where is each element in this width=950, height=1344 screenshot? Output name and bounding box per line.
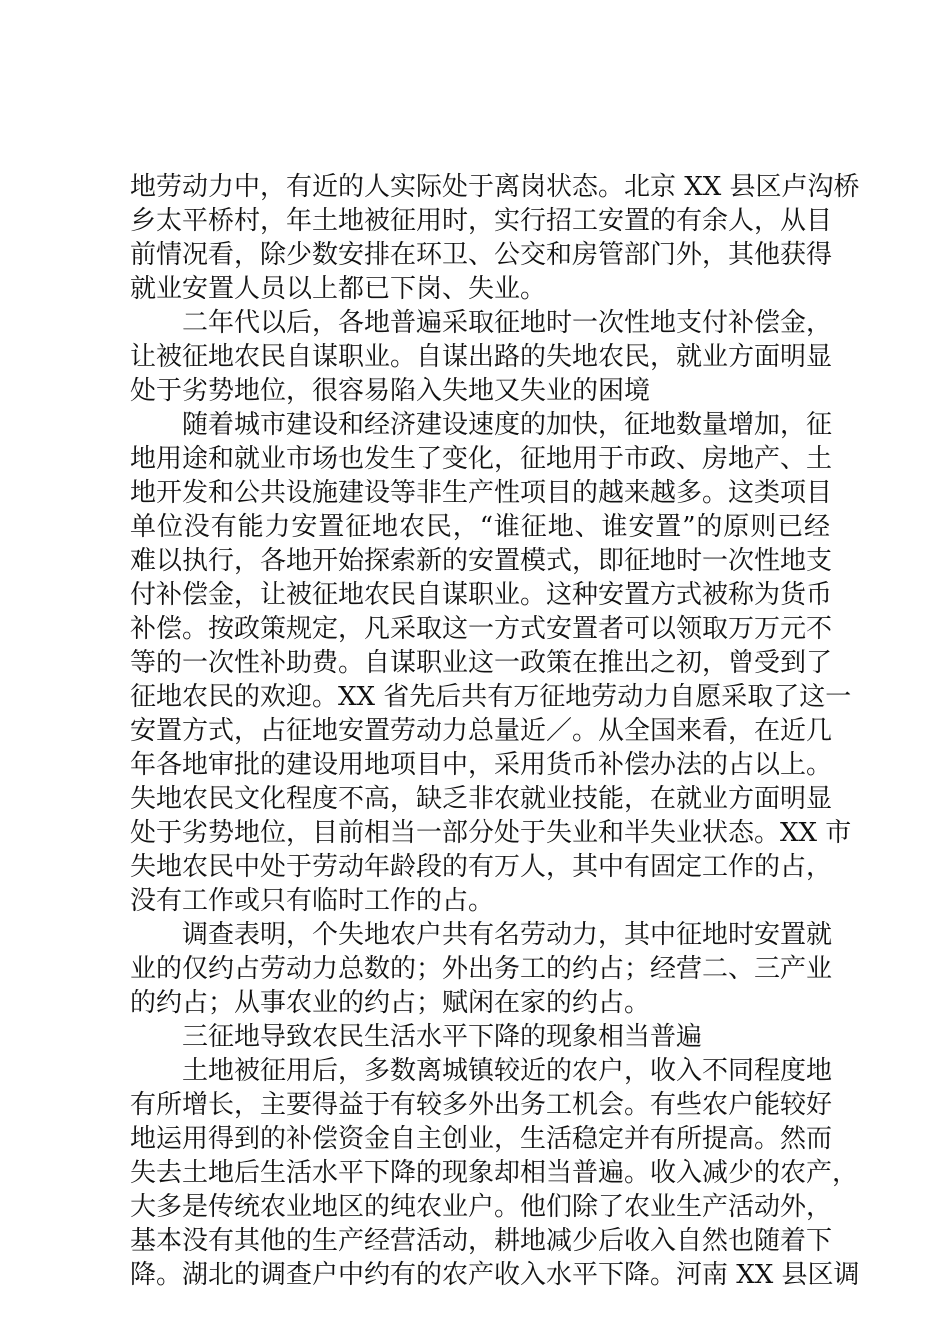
text-line: 失去土地后生活水平下降的现象却相当普遍。收入减少的农产， (130, 1158, 859, 1188)
text-line: 地开发和公共设施建设等非生产性项目的越来越多。这类项目 (130, 478, 833, 508)
text-line: 大多是传统农业地区的纯农业户。他们除了农业生产活动外， (130, 1192, 833, 1222)
text-line: 降。湖北的调查户中约有的农产收入水平下降。河南 XX 县区调 (130, 1260, 860, 1290)
text-line: 征地农民的欢迎。XX 省先后共有万征地劳动力自愿采取了这一 (130, 682, 852, 712)
text-line: 基本没有其他的生产经营活动，耕地减少后收入自然也随着下 (130, 1226, 833, 1256)
text-line: 补偿。按政策规定，凡采取这一方式安置者可以领取万万元不 (130, 614, 833, 644)
paragraph-start-line: 二年代以后，各地普遍采取征地时一次性地支付补偿金， (182, 308, 833, 338)
text-line: 没有工作或只有临时工作的占。 (130, 886, 495, 916)
section-heading: 三征地导致农民生活水平下降的现象相当普遍 (182, 1022, 703, 1052)
paragraph-start-line: 土地被征用后，多数离城镇较近的农户，收入不同程度地 (182, 1056, 833, 1086)
text-line: 单位没有能力安置征地农民，“谁征地、谁安置”的原则已经 (130, 512, 830, 542)
text-line: 处于劣势地位，目前相当一部分处于失业和半失业状态。XX 市 (130, 818, 852, 848)
body-text (130, 170, 860, 1292)
text-line: 有所增长，主要得益于有较多外出务工机会。有些农户能较好 (130, 1090, 833, 1120)
text-line: 年各地审批的建设用地项目中，采用货币补偿办法的占以上。 (130, 750, 833, 780)
paragraph-start-line: 随着城市建设和经济建设速度的加快，征地数量增加，征 (182, 410, 833, 440)
text-line: 业的仅约占劳动力总数的；外出务工的约占；经营二、三产业 (130, 954, 833, 984)
text-line: 地用途和就业市场也发生了变化，征地用于市政、房地产、土 (130, 444, 833, 474)
text-line: 地运用得到的补偿资金自主创业，生活稳定并有所提高。然而 (130, 1124, 833, 1154)
text-line: 前情况看，除少数安排在环卫、公交和房管部门外，其他获得 (130, 240, 833, 270)
text-line: 难以执行，各地开始探索新的安置模式，即征地时一次性地支 (130, 546, 833, 576)
text-line: 处于劣势地位，很容易陷入失地又失业的困境 (130, 376, 651, 406)
text-line: 就业安置人员以上都已下岗、失业。 (130, 274, 547, 304)
text-line: 付补偿金，让被征地农民自谋职业。这种安置方式被称为货币 (130, 580, 833, 610)
text-line: 乡太平桥村，年土地被征用时，实行招工安置的有余人，从目 (130, 206, 833, 236)
text-line: 等的一次性补助费。自谋职业这一政策在推出之初，曾受到了 (130, 648, 833, 678)
text-line: 失地农民中处于劳动年龄段的有万人，其中有固定工作的占， (130, 852, 833, 882)
text-line: 让被征地农民自谋职业。自谋出路的失地农民，就业方面明显 (130, 342, 833, 372)
text-line: 安置方式，占征地安置劳动力总量近／。从全国来看，在近几 (130, 716, 833, 746)
paragraph-start-line: 调查表明，个失地农户共有名劳动力，其中征地时安置就 (182, 920, 833, 950)
text-line: 的约占；从事农业的约占；赋闲在家的约占。 (130, 988, 651, 1018)
text-line: 失地农民文化程度不高，缺乏非农就业技能，在就业方面明显 (130, 784, 833, 814)
text-line: 地劳动力中，有近的人实际处于离岗状态。北京 XX 县区卢沟桥 (130, 172, 860, 202)
